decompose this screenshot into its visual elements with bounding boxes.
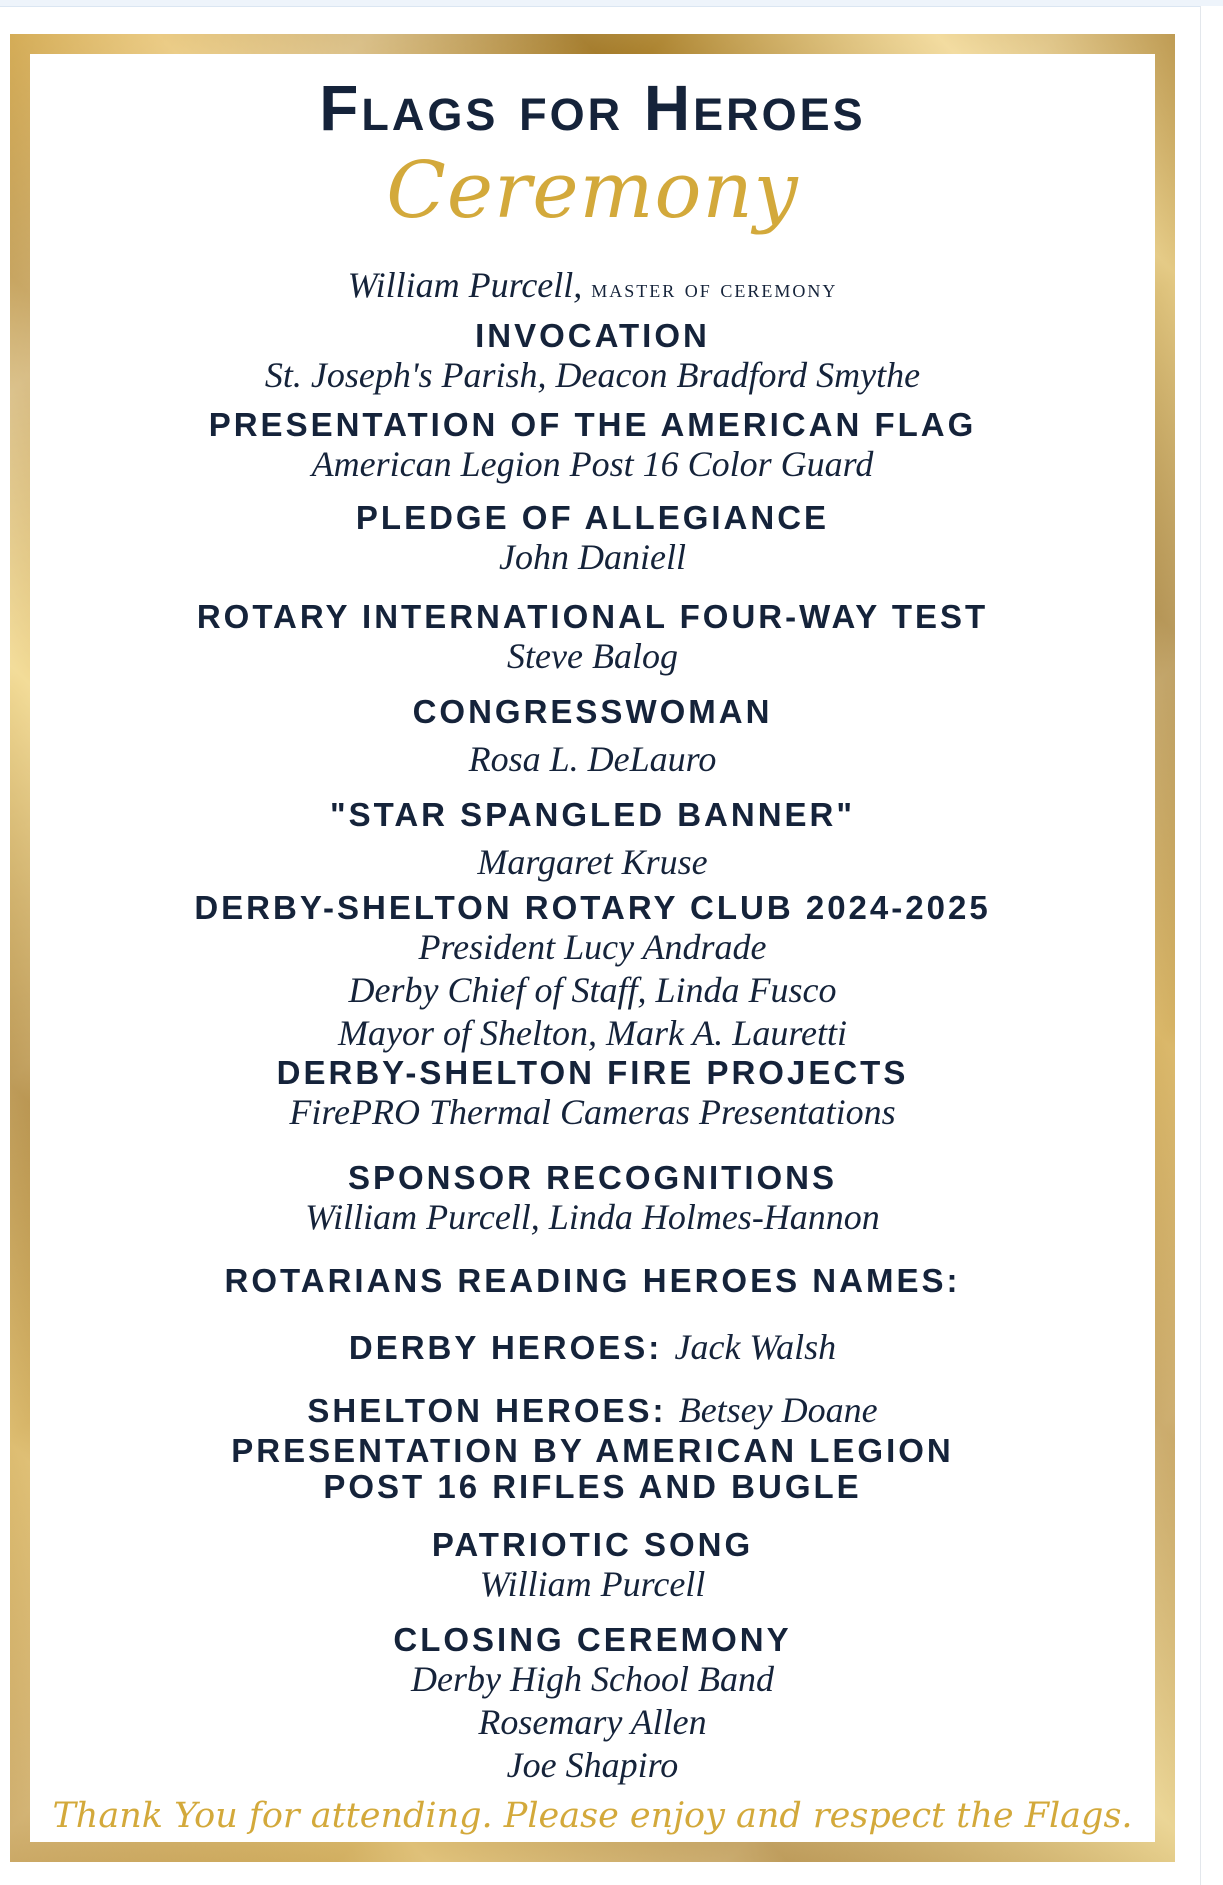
- section-line: Mayor of Shelton, Mark A. Lauretti: [338, 1013, 847, 1053]
- browser-top-strip: [0, 0, 1223, 7]
- section-heading: INVOCATION: [475, 317, 710, 354]
- derby-heroes-line: [30, 1329, 1155, 1366]
- section-line: Joe Shapiro: [506, 1745, 679, 1785]
- section-heading: PRESENTATION BY AMERICAN LEGION: [231, 1432, 954, 1469]
- master-role: master of ceremony: [591, 274, 838, 303]
- section-heading: POST 16 RIFLES AND BUGLE: [323, 1468, 862, 1505]
- section-line: Derby Chief of Staff, Linda Fusco: [348, 970, 837, 1010]
- section-line: Rosa L. DeLauro: [468, 739, 717, 779]
- master-of-ceremony: [30, 264, 1155, 310]
- page-subtitle: Ceremony: [386, 146, 799, 236]
- section-heading: PRESENTATION OF THE AMERICAN FLAG: [208, 406, 977, 443]
- program-card-inner: [30, 54, 1155, 1842]
- section-heading: DERBY-SHELTON FIRE PROJECTS: [276, 1054, 909, 1091]
- page-title: Flags for Heroes: [319, 72, 866, 144]
- section-line: American Legion Post 16 Color Guard: [311, 444, 874, 484]
- master-name: William Purcell,: [347, 265, 583, 305]
- scrollbar-gutter[interactable]: [1200, 6, 1223, 1885]
- shelton-heroes-line: [30, 1392, 1155, 1429]
- section-heading: DERBY-SHELTON ROTARY CLUB 2024-2025: [194, 889, 991, 926]
- section-line: Derby High School Band: [411, 1659, 774, 1699]
- section-line: Rosemary Allen: [478, 1702, 707, 1742]
- program-list: [30, 264, 1155, 1787]
- section-line: William Purcell: [479, 1564, 706, 1604]
- section-heading: ROTARY INTERNATIONAL FOUR-WAY TEST: [196, 598, 989, 635]
- section-line: St. Joseph's Parish, Deacon Bradford Smythe: [264, 355, 921, 395]
- shelton-heroes-label: SHELTON HEROES:: [307, 1392, 667, 1429]
- thank-you-note: Thank You for attending. Please enjoy and respect the Flags.: [52, 1796, 1133, 1836]
- section-heading: CONGRESSWOMAN: [412, 693, 773, 730]
- section-line: FirePRO Thermal Cameras Presentations: [289, 1092, 896, 1132]
- section-line: William Purcell, Linda Holmes-Hannon: [305, 1197, 880, 1237]
- section-heading: PLEDGE OF ALLEGIANCE: [355, 499, 830, 536]
- section-heading: CLOSING CEREMONY: [393, 1621, 792, 1658]
- section-heading: PATRIOTIC SONG: [431, 1526, 754, 1563]
- section-line: President Lucy Andrade: [418, 927, 767, 967]
- derby-heroes-name: Jack Walsh: [674, 1327, 837, 1367]
- section-heading: SPONSOR RECOGNITIONS: [347, 1159, 838, 1196]
- program-card: [10, 34, 1175, 1862]
- shelton-heroes-name: Betsey Doane: [678, 1390, 878, 1430]
- section-line: Steve Balog: [507, 636, 678, 676]
- section-heading: ROTARIANS READING HEROES NAMES:: [224, 1262, 961, 1299]
- section-line: Margaret Kruse: [477, 842, 708, 882]
- section-line: John Daniell: [499, 537, 686, 577]
- derby-heroes-label: DERBY HEROES:: [348, 1329, 663, 1366]
- section-heading: "STAR SPANGLED BANNER": [329, 796, 856, 833]
